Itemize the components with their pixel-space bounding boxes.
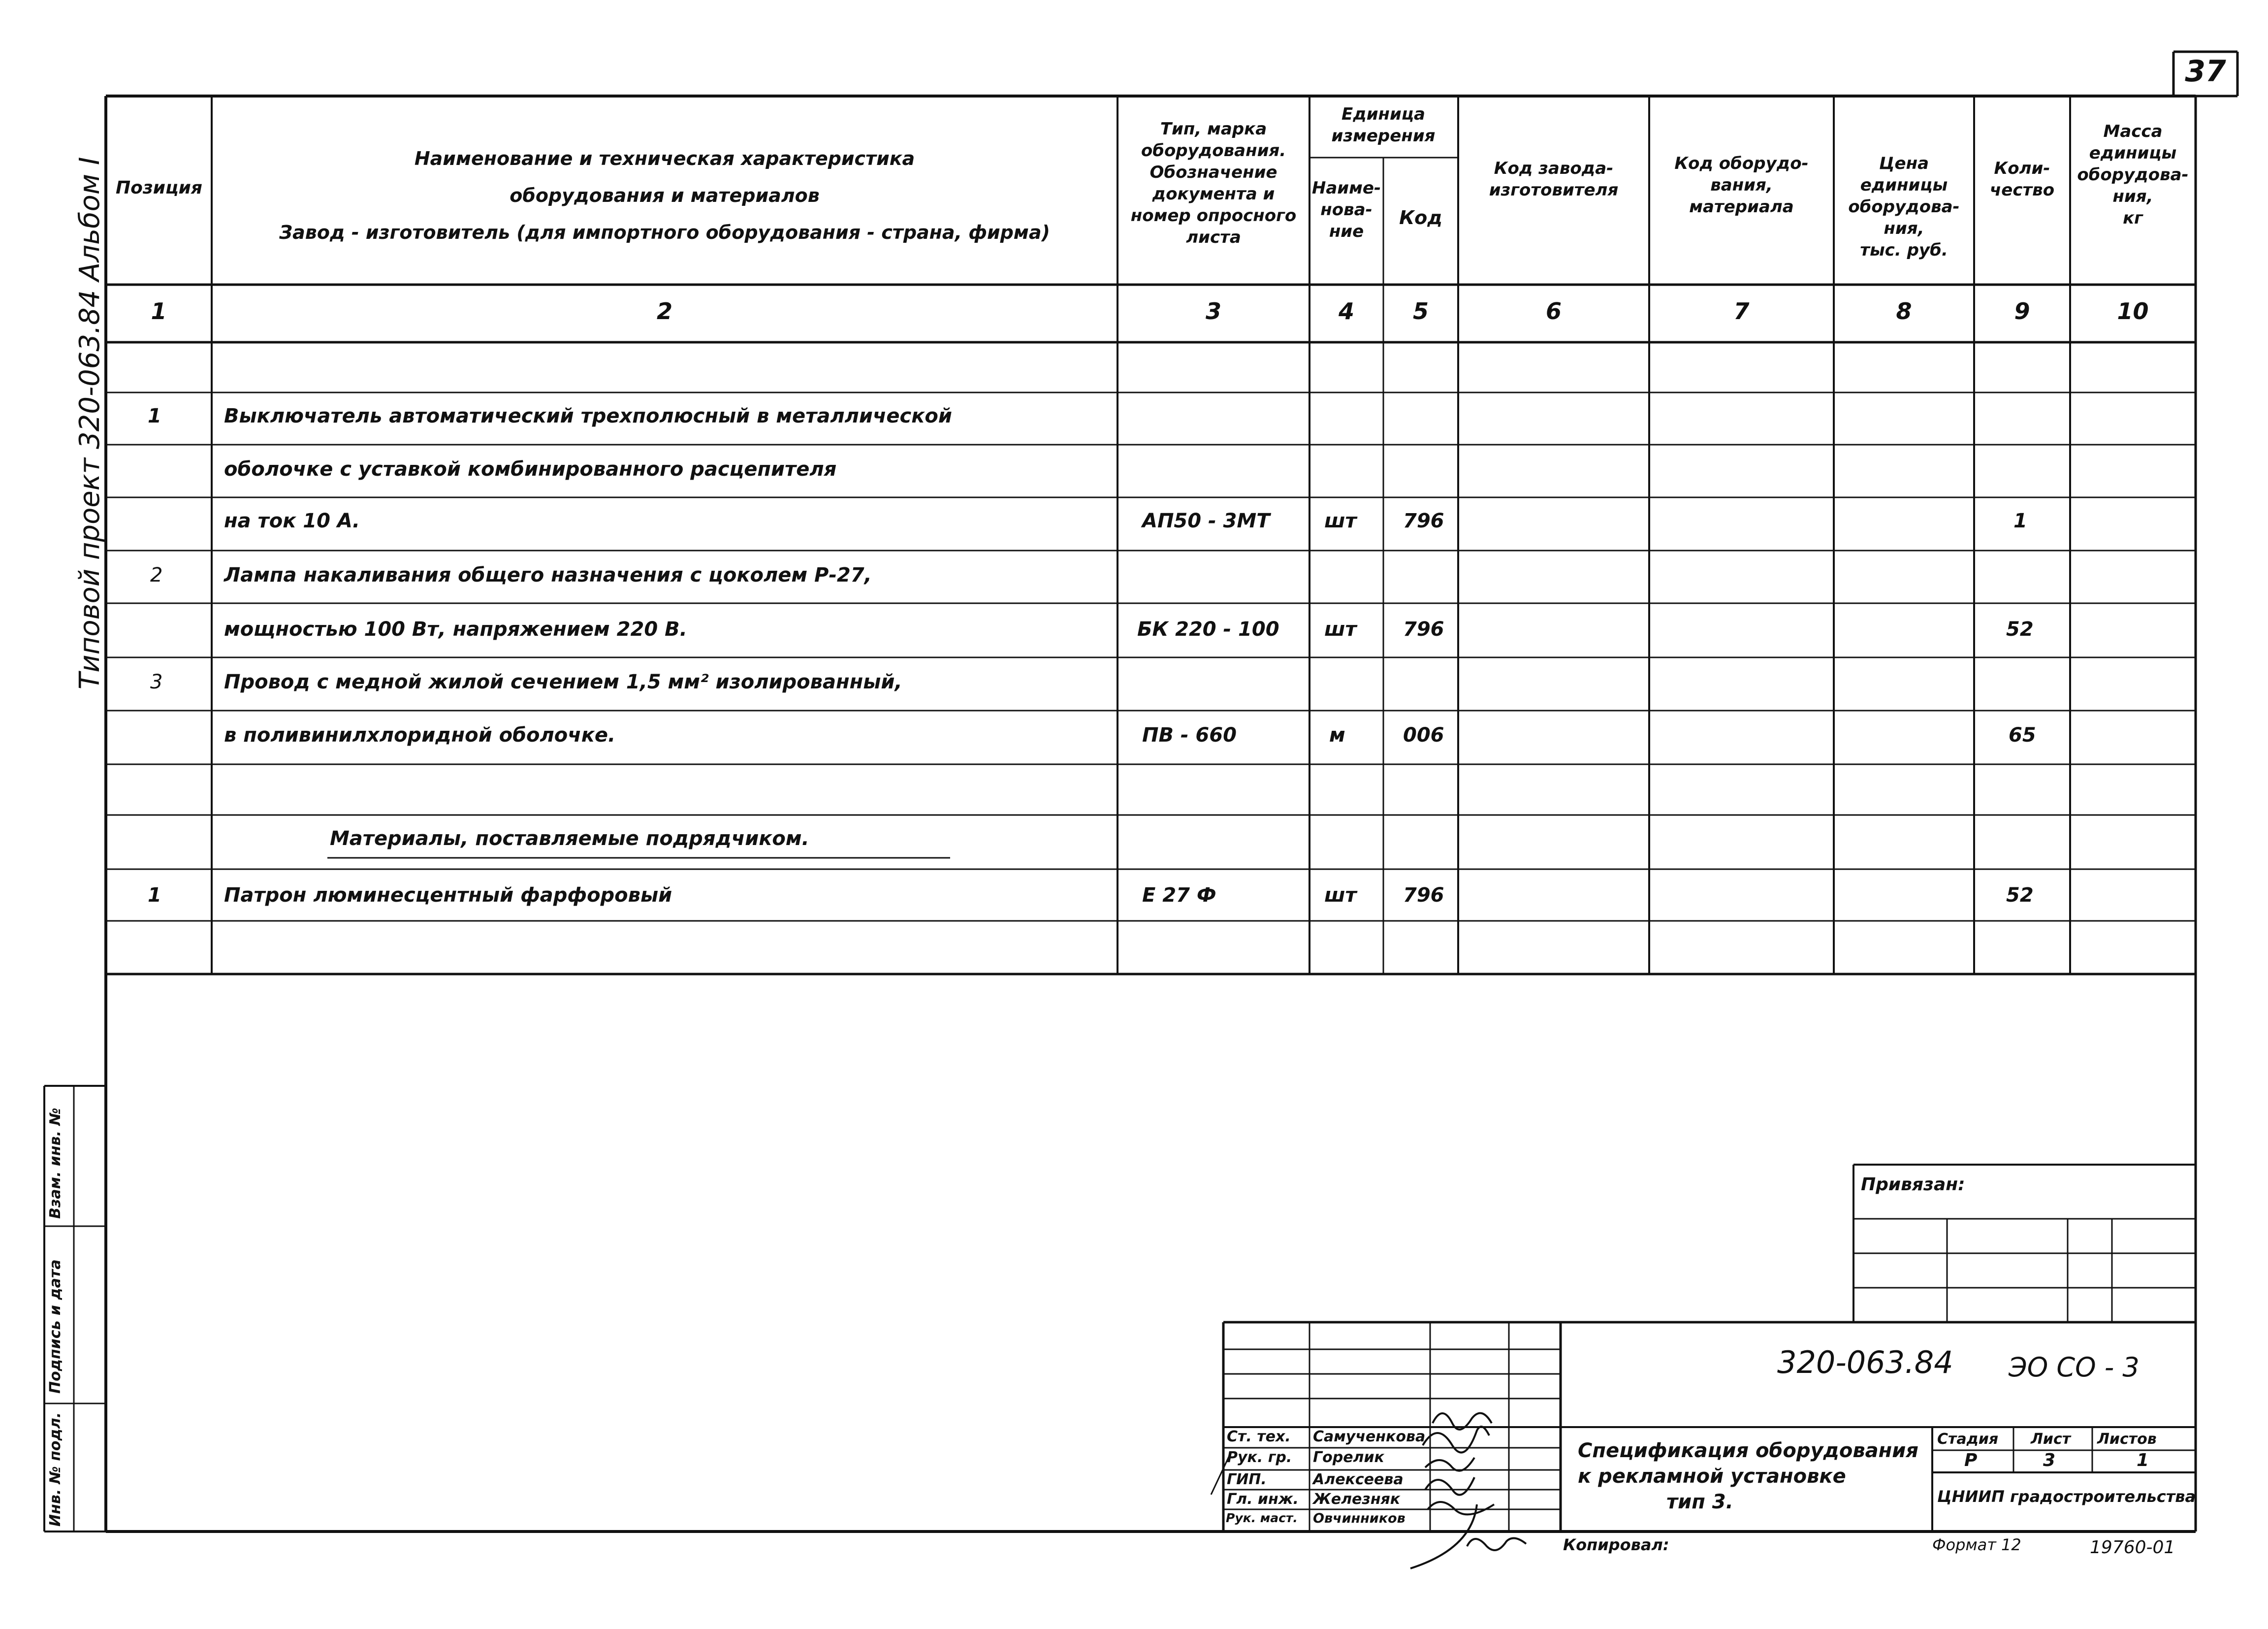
- header-unit-group: Единица измерения: [1331, 104, 1436, 146]
- header-name-line2: оборудования и материалов: [510, 185, 820, 206]
- row-type-mark: БК 220 - 100: [1137, 618, 1279, 641]
- document-code: 320-063.84: [1777, 1344, 1953, 1380]
- row-position: 3: [150, 671, 163, 693]
- staff-role: Гл. инж.: [1227, 1491, 1299, 1508]
- row-name: в поливинилхлоридной оболочке.: [224, 724, 616, 747]
- staff-name: Горелик: [1313, 1449, 1384, 1466]
- stage-label: Стадия: [1937, 1431, 1999, 1448]
- column-number-5: 5: [1412, 298, 1429, 325]
- row-unit-code: 796: [1403, 510, 1444, 532]
- header-quantity: Коли- чество: [1989, 159, 2055, 200]
- staff-name: Овчинников: [1313, 1511, 1406, 1526]
- column-number-8: 8: [1896, 298, 1912, 325]
- signature-scribbles: [1201, 1384, 1556, 1576]
- sheets-label: Листов: [2097, 1431, 2157, 1448]
- row-type-mark: ПВ - 660: [1142, 724, 1237, 747]
- stamp-replaced-inv: Взам. инв. №: [47, 1108, 64, 1219]
- staff-role: Рук. гр.: [1227, 1449, 1292, 1466]
- privyazan-label: Привязан:: [1861, 1174, 1965, 1195]
- header-plant-code: Код завода- изготовителя: [1489, 159, 1619, 200]
- column-number-3: 3: [1205, 298, 1221, 325]
- row-quantity: 52: [2006, 884, 2034, 907]
- row-position: 1: [148, 884, 161, 907]
- row-unit-code: 796: [1403, 884, 1444, 907]
- column-number-7: 7: [1733, 298, 1750, 325]
- staff-role: ГИП.: [1227, 1471, 1267, 1488]
- row-unit-name: шт: [1324, 884, 1357, 907]
- row-quantity: 65: [2009, 724, 2036, 747]
- header-name-line3: Завод - изготовитель (для импортного оборудования - страна, фирма): [279, 222, 1050, 243]
- column-number-9: 9: [2014, 298, 2030, 325]
- copied-label: Копировал:: [1563, 1535, 1669, 1554]
- sheet-value: 3: [2043, 1450, 2056, 1470]
- header-unit-mass: Масса единицы оборудова- ния, кг: [2077, 122, 2189, 228]
- column-number-1: 1: [151, 298, 167, 325]
- row-type-mark: АП50 - 3МТ: [1142, 510, 1270, 532]
- row-name: оболочке с уставкой комбинированного расцепителя: [224, 458, 837, 481]
- row-name: на ток 10 А.: [224, 510, 360, 532]
- row-unit-name: шт: [1324, 510, 1357, 532]
- stage-value: Р: [1964, 1450, 1978, 1470]
- row-name: Патрон люминесцентный фарфоровый: [224, 884, 672, 907]
- column-number-2: 2: [656, 298, 672, 325]
- row-unit-name: шт: [1324, 618, 1357, 641]
- header-name-line1: Наименование и техническая характеристика: [414, 148, 915, 169]
- format-label: Формат 12: [1932, 1535, 2021, 1554]
- column-number-4: 4: [1338, 298, 1354, 325]
- materials-section-heading: Материалы, поставляемые подрядчиком.: [330, 827, 809, 850]
- row-unit-code: 796: [1403, 618, 1444, 641]
- row-position: 1: [148, 405, 161, 427]
- sheets-value: 1: [2137, 1450, 2149, 1470]
- page-number: 37: [2185, 54, 2226, 89]
- row-type-mark: Е 27 Ф: [1142, 884, 1216, 907]
- staff-role: Рук. маст.: [1226, 1511, 1298, 1525]
- header-unit-code: Код: [1399, 207, 1442, 228]
- staff-name: Железняк: [1313, 1491, 1401, 1508]
- row-name: мощностью 100 Вт, напряжением 220 В.: [224, 618, 687, 641]
- row-position: 2: [150, 564, 163, 586]
- header-type-mark: Тип, марка оборудования. Обозначение документа и номер опросного листа: [1130, 119, 1297, 247]
- row-quantity: 1: [2013, 510, 2027, 532]
- side-album-label: Типовой проект 320-063.84 Альбом I: [74, 157, 106, 689]
- sheet-code: ЭО СО - 3: [2009, 1352, 2140, 1383]
- staff-name: Алексеева: [1313, 1471, 1404, 1488]
- row-name: Лампа накаливания общего назначения с цоколем Р-27,: [224, 564, 872, 586]
- stamp-signature-date: Подпись и дата: [47, 1259, 64, 1394]
- header-equipment-code: Код оборудо- вания, материала: [1674, 154, 1809, 217]
- header-unit-price: Цена единицы оборудова- ния, тыс. руб.: [1848, 154, 1960, 260]
- document-title: Спецификация оборудования к рекламной установке тип 3.: [1578, 1439, 1918, 1513]
- sheet-label: Лист: [2031, 1431, 2071, 1448]
- staff-role: Ст. тех.: [1227, 1428, 1291, 1445]
- column-number-6: 6: [1545, 298, 1562, 325]
- row-name: Выключатель автоматический трехполюсный в металлической: [224, 405, 952, 427]
- organization-name: ЦНИИП градостроительства: [1937, 1487, 2196, 1506]
- row-name: Провод с медной жилой сечением 1,5 мм² изолированный,: [224, 671, 902, 693]
- row-unit-name: м: [1329, 724, 1345, 747]
- column-number-10: 10: [2117, 298, 2149, 325]
- header-position: Позиция: [115, 178, 203, 198]
- staff-name: Самученкова: [1313, 1428, 1426, 1445]
- inventory-number: 19760-01: [2090, 1537, 2175, 1558]
- stamp-inv-original: Инв. № подл.: [47, 1412, 64, 1527]
- row-quantity: 52: [2006, 618, 2034, 641]
- row-unit-code: 006: [1403, 724, 1444, 747]
- header-unit-name: Наиме- нова- ние: [1311, 178, 1381, 241]
